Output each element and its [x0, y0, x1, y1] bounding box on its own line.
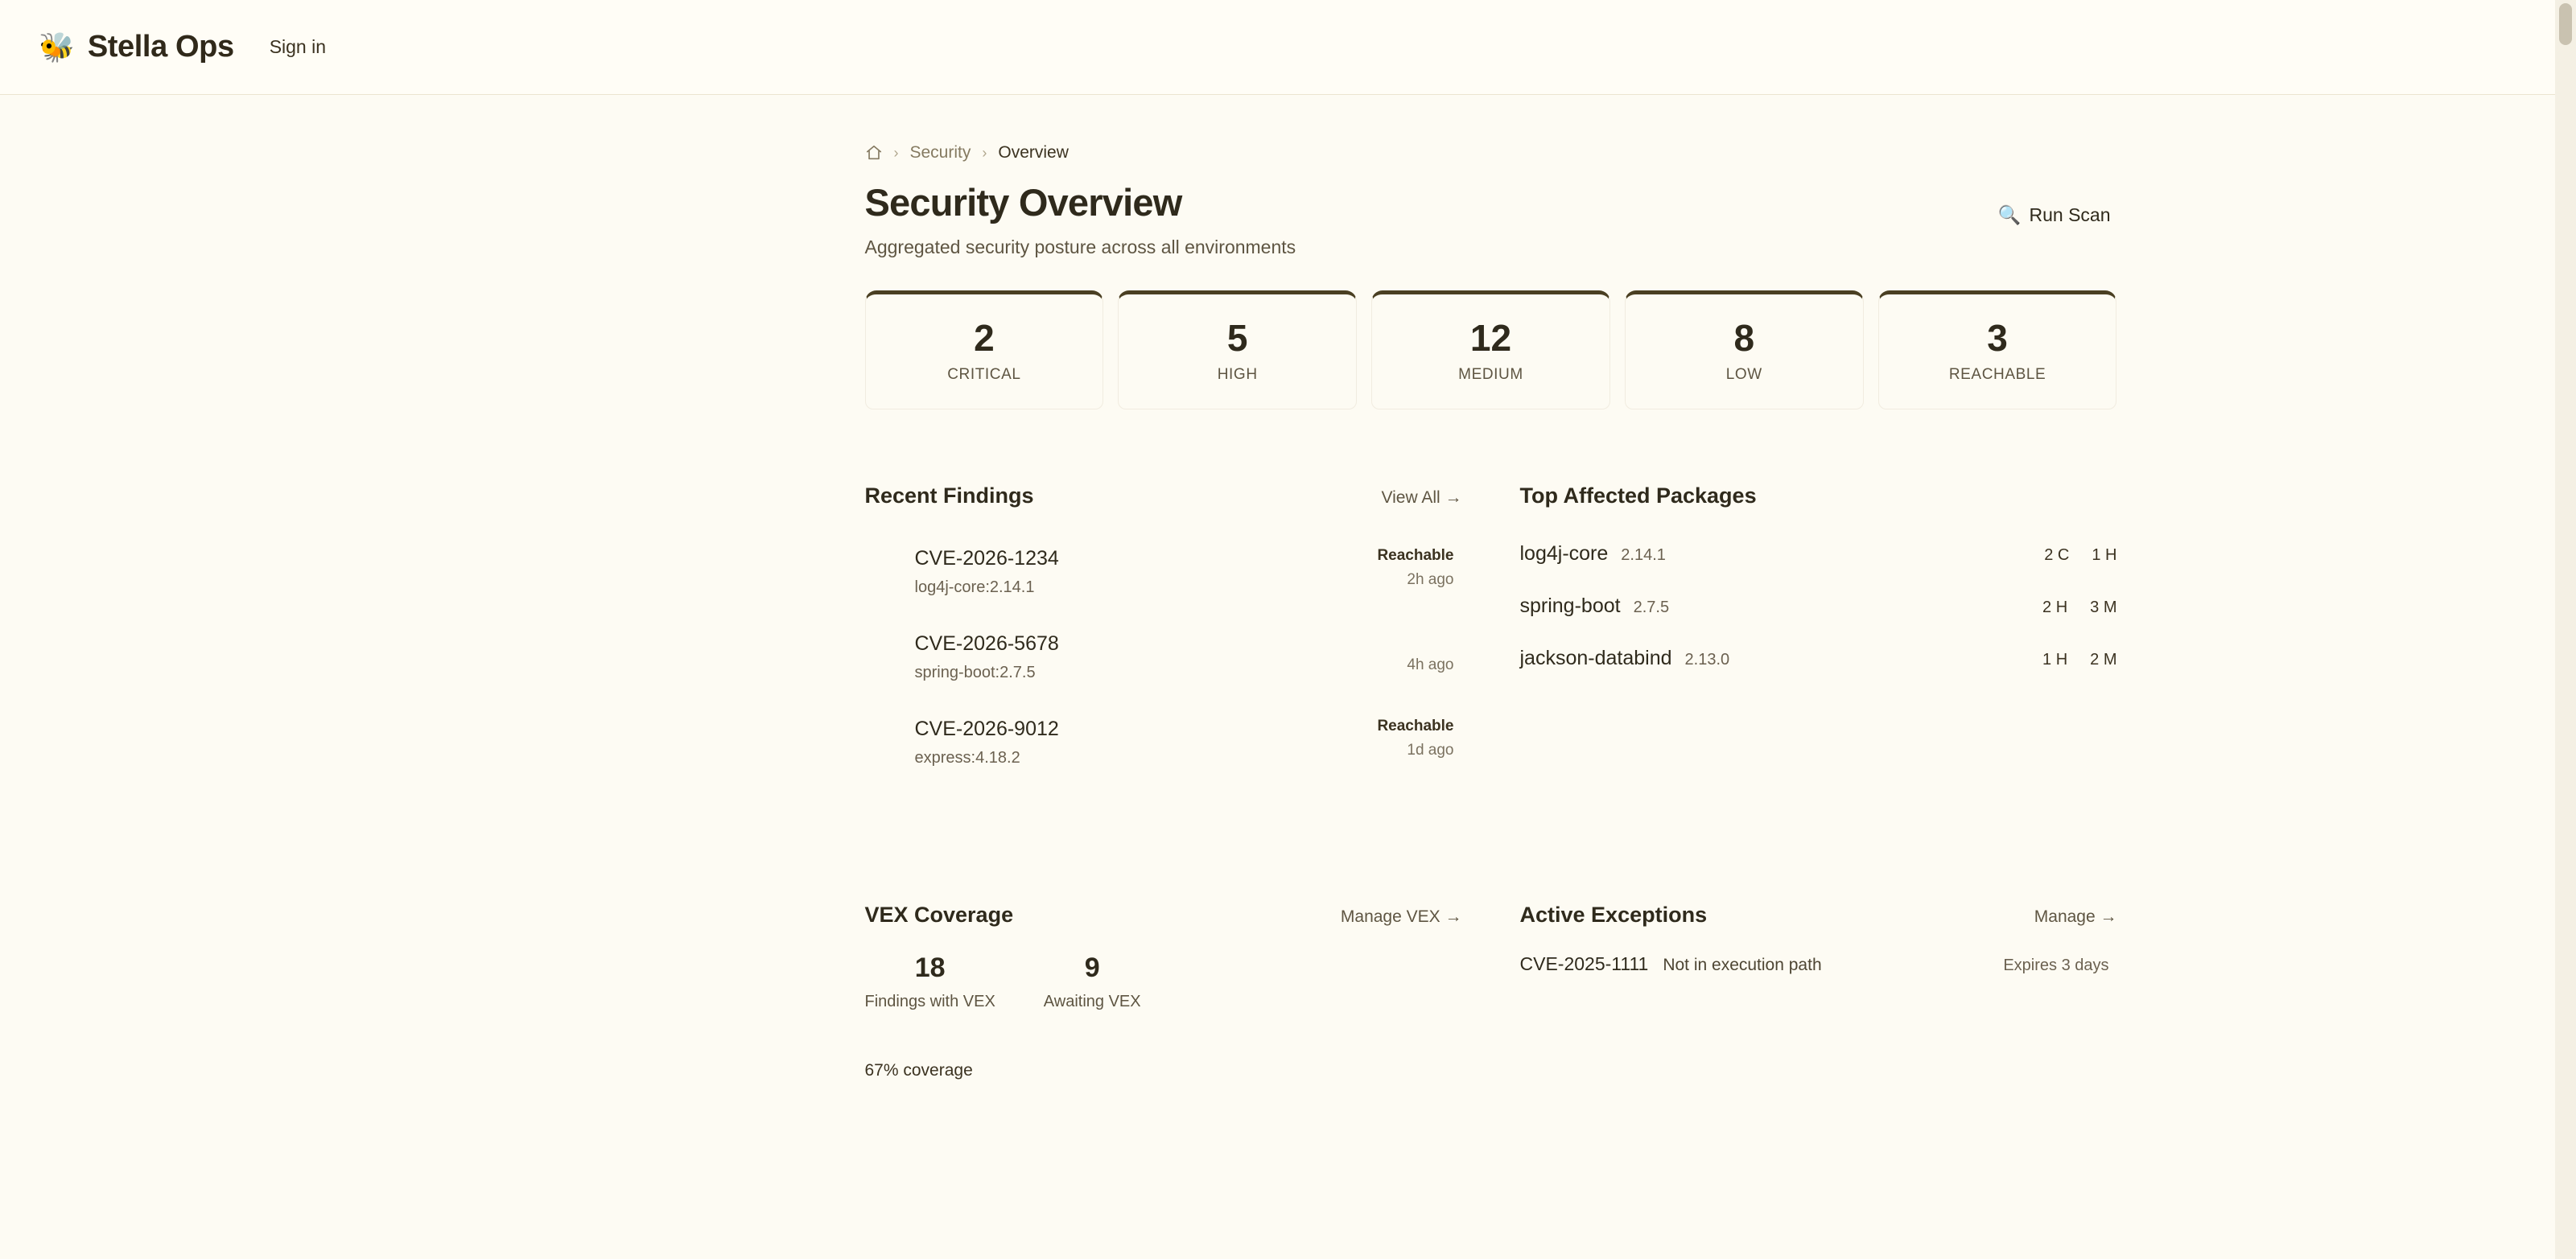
package-identity — [1520, 595, 1670, 618]
home-icon[interactable] — [865, 144, 883, 162]
recent-findings-panel — [865, 483, 1462, 790]
package-name: spring-boot — [1519, 594, 1621, 617]
manage-vex-button[interactable]: Manage VEX → — [1340, 907, 1462, 926]
finding-id: CVE-2026-5678 — [914, 632, 1059, 655]
stat-label: LOW — [1725, 365, 1762, 383]
breadcrumb-item-overview: Overview — [998, 143, 1069, 162]
package-identity — [1520, 647, 1730, 670]
brand-name: Stella Ops — [87, 30, 234, 64]
vex-stat-caption: Awaiting VEX — [1043, 993, 1141, 1011]
page-title: Security Overview — [864, 181, 1182, 224]
vex-coverage-title: VEX Coverage — [864, 902, 1014, 927]
top-packages-panel — [1520, 483, 2117, 790]
stat-label: MEDIUM — [1458, 365, 1523, 383]
active-exceptions-title: Active Exceptions — [1519, 902, 1708, 927]
finding-timestamp: 4h ago — [1407, 656, 1454, 673]
top-bar — [0, 0, 2576, 95]
finding-timestamp: 1d ago — [1407, 741, 1454, 759]
run-scan-button[interactable] — [1992, 196, 2117, 234]
package-count: 2 M — [2090, 650, 2117, 669]
package-count: 1 H — [2092, 545, 2117, 564]
stat-card-low[interactable] — [1625, 290, 1864, 409]
vex-coverage-percent: 67% coverage — [864, 1061, 973, 1080]
top-packages-title: Top Affected Packages — [1519, 483, 1757, 508]
view-all-findings-button[interactable]: View All → — [1381, 488, 1462, 507]
active-exceptions-header — [1520, 903, 2117, 928]
active-exceptions-panel — [1520, 903, 2117, 1080]
stat-card-high[interactable] — [1118, 290, 1357, 409]
package-version: 2.13.0 — [1684, 650, 1730, 669]
exception-note: Not in execution path — [1663, 955, 1822, 974]
package-severity-counts — [2042, 599, 2116, 617]
vex-stat-awaiting-vex — [1044, 953, 1141, 1011]
vex-coverage-panel — [865, 903, 1462, 1080]
exception-identity — [1520, 953, 1822, 975]
stat-label: HIGH — [1217, 365, 1258, 383]
breadcrumb-separator-2: › — [982, 144, 987, 161]
panels-grid — [865, 483, 2117, 1080]
package-version: 2.14.1 — [1621, 545, 1666, 564]
vex-stat-caption: Findings with VEX — [864, 993, 995, 1011]
page-body — [0, 95, 2576, 1080]
vex-stat-value: 18 — [914, 952, 946, 983]
package-row[interactable] — [1520, 534, 2117, 586]
finding-reachable-badge — [1407, 632, 1453, 650]
stat-value: 8 — [1733, 316, 1755, 359]
page-scrollbar[interactable] — [2555, 0, 2576, 1259]
package-row[interactable] — [1520, 586, 2117, 639]
finding-package: spring-boot:2.7.5 — [914, 663, 1036, 681]
stat-value: 5 — [1226, 316, 1248, 359]
finding-package: express:4.18.2 — [914, 748, 1020, 767]
page-header-text — [865, 182, 1296, 258]
bee-icon: 🐝 — [39, 30, 75, 64]
stat-label: CRITICAL — [947, 365, 1021, 383]
package-count: 2 C — [2044, 545, 2070, 564]
exception-id: CVE-2025-1111 — [1519, 952, 1649, 974]
top-packages-header — [1520, 483, 2117, 508]
package-row[interactable] — [1520, 639, 2117, 691]
finding-reachable-badge: Reachable — [1377, 717, 1454, 734]
brand[interactable] — [39, 30, 234, 64]
breadcrumb — [865, 143, 2141, 163]
package-identity — [1520, 542, 1666, 566]
stat-card-reachable[interactable] — [1878, 290, 2117, 409]
vex-stat-findings-with-vex — [865, 953, 995, 1011]
package-severity-counts — [2042, 651, 2116, 669]
finding-id: CVE-2026-1234 — [914, 546, 1059, 570]
package-severity-counts — [2044, 546, 2116, 565]
magnifier-icon: 🔍 — [1997, 204, 2022, 225]
stat-card-medium[interactable] — [1371, 290, 1610, 409]
manage-exceptions-button[interactable]: Manage → — [2034, 907, 2117, 926]
finding-meta — [1407, 632, 1461, 674]
stat-value: 2 — [974, 316, 995, 359]
recent-findings-title: Recent Findings — [864, 483, 1034, 508]
breadcrumb-item-security[interactable]: Security — [909, 143, 971, 162]
package-count: 1 H — [2042, 650, 2068, 669]
page-header — [865, 182, 2141, 258]
finding-meta — [1377, 718, 1461, 759]
page-subtitle: Aggregated security posture across all environments — [864, 236, 1296, 257]
package-name: jackson-databind — [1519, 646, 1672, 669]
exception-expiry: Expires 3 days — [2003, 956, 2109, 974]
exception-row[interactable] — [1520, 953, 2117, 975]
package-count: 2 H — [2042, 598, 2068, 616]
finding-timestamp: 2h ago — [1407, 570, 1454, 588]
finding-main — [915, 547, 1059, 597]
stat-card-critical[interactable] — [865, 290, 1104, 409]
recent-findings-header — [865, 483, 1462, 508]
vex-stat-value: 9 — [1084, 952, 1100, 983]
finding-id: CVE-2026-9012 — [914, 717, 1059, 740]
stat-value: 3 — [1987, 316, 2008, 359]
package-name: log4j-core — [1519, 541, 1609, 565]
stat-label: REACHABLE — [1948, 365, 2046, 383]
content-column — [435, 143, 2141, 1080]
stat-value: 12 — [1469, 316, 1512, 359]
finding-main — [915, 632, 1059, 682]
finding-main — [915, 718, 1059, 767]
finding-row[interactable] — [865, 619, 1462, 705]
severity-stat-cards — [865, 290, 2117, 409]
breadcrumb-separator-1: › — [893, 144, 899, 161]
page-scrollbar-thumb[interactable] — [2559, 3, 2572, 45]
sign-in-button[interactable]: Sign in — [255, 27, 340, 68]
finding-reachable-badge: Reachable — [1377, 546, 1454, 564]
finding-row[interactable] — [865, 534, 1462, 619]
run-scan-label: Run Scan — [2029, 204, 2111, 225]
package-version: 2.7.5 — [1633, 598, 1670, 616]
finding-row[interactable] — [865, 705, 1462, 790]
finding-package: log4j-core:2.14.1 — [914, 578, 1035, 596]
package-count: 3 M — [2090, 598, 2117, 616]
vex-stats — [865, 953, 1462, 1011]
vex-coverage-header — [865, 903, 1462, 928]
finding-meta — [1377, 547, 1461, 589]
